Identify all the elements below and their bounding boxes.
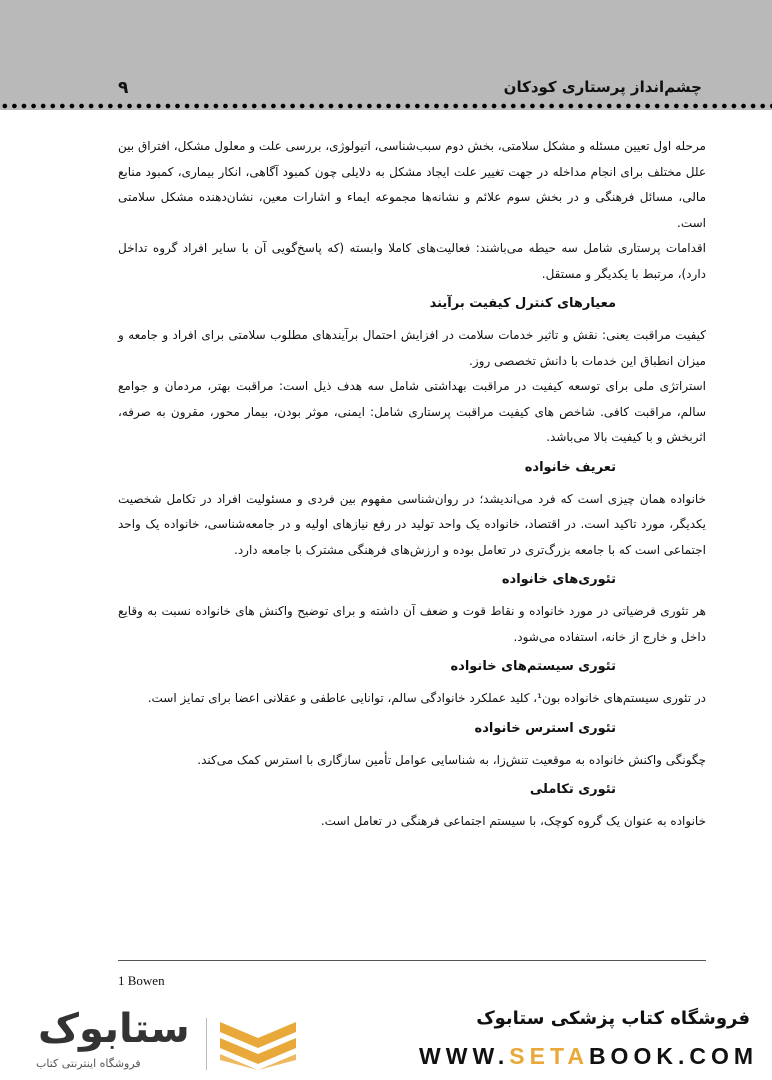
page-number: ۹ [118, 78, 129, 98]
paragraph: مرحله اول تعیین مسئله و مشکل سلامتی، بخش دوم سبب‌شناسی، اتیولوژی، بررسی علت و معلول مشکل، افتراق بین علل مختلف برای انجام مداخله در جهت تغییر علت ایجاد مشکل به دلایلی چون کمبود آگاهی، انکار بیماری، کمبود منابع مالی، مسائل فرهنگی و در بخش سوم علائم و نشانه‌ها مجموعه ایماء و اشارات معین، نشان‌دهنده مشکل سلامتی است. [118, 139, 706, 230]
store-url[interactable] [419, 1043, 758, 1070]
running-header-title: چشم‌انداز پرستاری کودکان [503, 78, 702, 96]
paragraph: خانواده همان چیزی است که فرد می‌اندیشد؛ در روان‌شناسی مفهوم بین فردی و مسئولیت افراد در تکامل شخصیت یکدیگر، مورد تاکید است. در اقتصاد، خانواده یک واحد تولید در رفع نیازهای اولیه و در جامعه‌شناسی، خانواده یک واحد اجتماعی است که با جامعه بزرگ‌تری در تعامل بوده و ارزش‌های فرهنگی مشترک با جامعه دارد. [118, 491, 706, 557]
section-heading: معیارهای کنترل کیفیت برآیند [429, 296, 616, 311]
paragraph: اقدامات پرستاری شامل سه حیطه می‌باشند: فعالیت‌های کاملا وابسته (که پاسخ‌گویی آن با سایر افراد گروه تداخل دارد)، مرتبط با یکدیگر و مستقل. [118, 241, 706, 281]
paragraph: استراتژی ملی برای توسعه کیفیت در مراقبت بهداشتی شامل سه هدف ذیل است: مراقبت بهتر، مردمان و جوامع سالم، مراقبت کافی. شاخص های کیفیت مراقبت پرستاری شامل: ایمنی، موثر بودن، بیمار محور، مقرون به صرفه، اثربخش و با کیفیت بالا می‌باشد. [118, 379, 706, 444]
store-logo-subtitle: فروشگاه اینترنتی کتاب [36, 1057, 141, 1070]
section-heading: تئوری استرس خانواده [474, 720, 616, 736]
paragraph: در تئوری سیستم‌های خانواده بون¹، کلید عملکرد خانوادگی سالم، توانایی عاطفی و عقلانی اعضا برای تمایز است. [147, 691, 706, 705]
section-heading: تئوری‌های خانواده [501, 572, 616, 587]
section-heading: تئوری سیستم‌های خانواده [450, 659, 616, 674]
url-accent: SETA [509, 1043, 589, 1069]
store-logo: ستابوک [38, 1006, 190, 1052]
chevron-logo-icon [220, 1018, 296, 1070]
logo-divider [206, 1018, 207, 1070]
paragraph: هر تئوری فرضیاتی در مورد خانواده و نقاط قوت و ضعف آن داشته و برای توضیح واکنش های خانواده نسبت به وقایع داخل و خارج از خانه، استفاده می‌شود. [118, 604, 706, 644]
paragraph: چگونگی واکنش خانواده به موقعیت تنش‌زا، به شناسایی عوامل تأمین سازگاری با استرس کمک می‌کند. [197, 752, 706, 767]
paragraph: خانواده به عنوان یک گروه کوچک، با سیستم اجتماعی فرهنگی در تعامل است. [320, 814, 706, 828]
paragraph: کیفیت مراقبت یعنی: نقش و تاثیر خدمات سلامت در افزایش احتمال برآیندهای مطلوب سلامتی برای افراد و جامعه و میزان انطباق این خدمات با دانش تخصصی روز. [118, 328, 706, 368]
section-heading: تعریف خانواده [524, 459, 616, 475]
section-heading: تئوری تکاملی [529, 782, 616, 797]
dotted-divider [0, 101, 772, 111]
page-body [118, 134, 706, 835]
footnote-rule [118, 960, 706, 961]
footnote: 1 Bowen [118, 973, 165, 988]
store-title: فروشگاه کتاب پزشکی ستابوک [476, 1008, 750, 1029]
url-prefix: WWW. [419, 1043, 510, 1069]
url-suffix: BOOK.COM [588, 1043, 758, 1069]
